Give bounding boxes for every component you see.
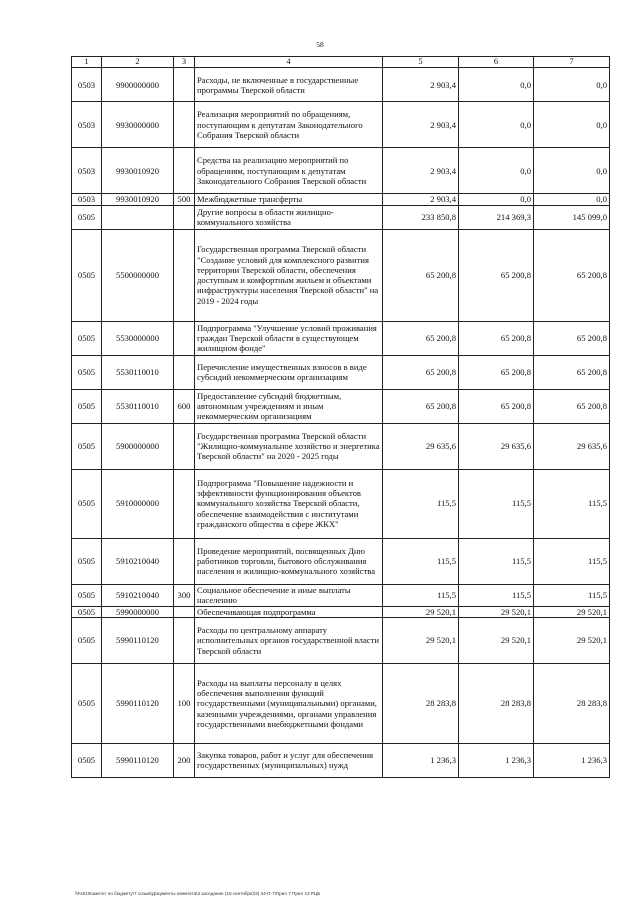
target-code-cell: 5530110010 [102,389,174,423]
table-row [72,469,610,538]
section-code-cell: 0505 [72,606,102,617]
table-row [72,355,610,389]
table-row [72,423,610,469]
header-cell-1: 1 [72,57,102,68]
amount-col6-cell: 65 200,8 [459,389,534,423]
amount-col5-cell: 28 283,8 [383,663,459,743]
item-name-cell: Расходы по центральному аппарату исполнительных органов государственной власти Тверской области [195,617,383,663]
amount-col6-cell: 115,5 [459,538,534,584]
amount-col6-cell: 0,0 [459,68,534,102]
amount-col7-cell: 29 635,6 [534,423,610,469]
expense-type-cell [174,229,195,321]
amount-col6-cell: 0,0 [459,102,534,148]
item-name-cell: Реализация мероприятий по обращениям, поступающим к депутатам Законодательного Собрания Тверской области [195,102,383,148]
amount-col5-cell: 2 903,4 [383,68,459,102]
item-name-cell: Государственная программа Тверской области "Жилищно-коммунальное хозяйство и энергетика Тверской области" на 2020 - 2025 годы [195,423,383,469]
amount-col6-cell: 65 200,8 [459,229,534,321]
expense-type-cell: 200 [174,743,195,777]
expense-type-cell [174,423,195,469]
item-name-cell: Межбюджетные трансферты [195,194,383,205]
expense-type-cell [174,102,195,148]
item-name-cell: Расходы, не включенные в государственные программы Тверской области [195,68,383,102]
amount-col5-cell: 115,5 [383,538,459,584]
amount-col6-cell: 65 200,8 [459,321,534,355]
amount-col5-cell: 2 903,4 [383,194,459,205]
amount-col7-cell: 115,5 [534,469,610,538]
target-code-cell: 9930010920 [102,194,174,205]
amount-col6-cell: 29 635,6 [459,423,534,469]
page-number: 58 [316,40,324,49]
amount-col5-cell: 115,5 [383,584,459,606]
amount-col7-cell: 65 200,8 [534,389,610,423]
item-name-cell: Закупка товаров, работ и услуг для обеспечения государственных (муниципальных) нужд [195,743,383,777]
expense-type-cell [174,355,195,389]
target-code-cell: 5530000000 [102,321,174,355]
amount-col7-cell: 28 283,8 [534,663,610,743]
header-cell-3: 3 [174,57,195,68]
expense-type-cell [174,68,195,102]
item-name-cell: Проведение мероприятий, посвященных Дню работников торговли, бытового обслуживания населения и жилищно-коммунального хозяйства [195,538,383,584]
target-code-cell: 5990110120 [102,663,174,743]
expense-type-cell [174,617,195,663]
target-code-cell [102,205,174,229]
header-cell-6: 6 [459,57,534,68]
amount-col6-cell: 65 200,8 [459,355,534,389]
expense-type-cell: 100 [174,663,195,743]
amount-col6-cell: 115,5 [459,584,534,606]
table-row [72,538,610,584]
section-code-cell: 0503 [72,68,102,102]
amount-col6-cell: 28 283,8 [459,663,534,743]
target-code-cell: 5990000000 [102,606,174,617]
amount-col5-cell: 29 520,1 [383,617,459,663]
amount-col5-cell: 115,5 [383,469,459,538]
amount-col7-cell: 65 200,8 [534,355,610,389]
amount-col6-cell: 0,0 [459,148,534,194]
expense-type-cell [174,606,195,617]
amount-col6-cell: 115,5 [459,469,534,538]
expense-type-cell [174,205,195,229]
amount-col7-cell: 65 200,8 [534,229,610,321]
target-code-cell: 9900000000 [102,68,174,102]
item-name-cell: Подпрограмма "Повышение надежности и эффективности функционирования объектов коммунального хозяйства Тверской области, обеспечение взаимодействия с институтами гражданского общества в сфере ЖКХ" [195,469,383,538]
amount-col5-cell: 29 520,1 [383,606,459,617]
table-row [72,606,610,617]
amount-col7-cell: 1 236,3 [534,743,610,777]
item-name-cell: Средства на реализацию мероприятий по обращениям, поступающим к депутатам Законодательного Собрания Тверской области [195,148,383,194]
amount-col5-cell: 2 903,4 [383,148,459,194]
expense-type-cell [174,538,195,584]
target-code-cell: 9930010920 [102,148,174,194]
amount-col7-cell: 65 200,8 [534,321,610,355]
section-code-cell: 0505 [72,538,102,584]
table-row [72,205,610,229]
amount-col7-cell: 29 520,1 [534,606,610,617]
header-cell-2: 2 [102,57,174,68]
amount-col7-cell: 29 520,1 [534,617,610,663]
amount-col7-cell: 0,0 [534,148,610,194]
target-code-cell: 9930000000 [102,102,174,148]
file-path-footer: \\Fs01\Комитет по бюджету\7 созыв\Документы комитета\3 заседание (18 сентября)\3) 44-П-7\Прил 7 Прил 13 РЦБ [75,891,321,896]
table-row [72,229,610,321]
target-code-cell: 5910000000 [102,469,174,538]
section-code-cell: 0505 [72,321,102,355]
section-code-cell: 0505 [72,389,102,423]
expense-type-cell: 600 [174,389,195,423]
amount-col5-cell: 2 903,4 [383,102,459,148]
amount-col5-cell: 29 635,6 [383,423,459,469]
item-name-cell: Другие вопросы в области жилищно-коммунального хозяйства [195,205,383,229]
amount-col7-cell: 0,0 [534,102,610,148]
item-name-cell: Перечисление имущественных взносов в виде субсидий некоммерческим организациям [195,355,383,389]
table-row [72,68,610,102]
table-row [72,321,610,355]
section-code-cell: 0505 [72,743,102,777]
section-code-cell: 0505 [72,423,102,469]
target-code-cell: 5910210040 [102,538,174,584]
amount-col6-cell: 29 520,1 [459,617,534,663]
section-code-cell: 0503 [72,194,102,205]
item-name-cell: Государственная программа Тверской области "Создание условий для комплексного развития территории Тверской области, обеспечения доступным и комфортным жильем и объектами инфраструктуры населения Тверской области" на 2019 - 2024 годы [195,229,383,321]
table-row [72,194,610,205]
section-code-cell: 0505 [72,617,102,663]
table-row [72,663,610,743]
target-code-cell: 5500000000 [102,229,174,321]
amount-col6-cell: 1 236,3 [459,743,534,777]
amount-col5-cell: 233 850,8 [383,205,459,229]
target-code-cell: 5990110120 [102,743,174,777]
target-code-cell: 5530110010 [102,355,174,389]
section-code-cell: 0505 [72,355,102,389]
amount-col7-cell: 0,0 [534,194,610,205]
amount-col5-cell: 65 200,8 [383,389,459,423]
amount-col5-cell: 65 200,8 [383,355,459,389]
header-cell-7: 7 [534,57,610,68]
expense-type-cell: 500 [174,194,195,205]
item-name-cell: Обеспечивающая подпрограмма [195,606,383,617]
amount-col6-cell: 214 369,3 [459,205,534,229]
amount-col6-cell: 29 520,1 [459,606,534,617]
section-code-cell: 0505 [72,469,102,538]
section-code-cell: 0503 [72,148,102,194]
item-name-cell: Социальное обеспечение и иные выплаты населению [195,584,383,606]
target-code-cell: 5900000000 [102,423,174,469]
table-row [72,617,610,663]
header-cell-4: 4 [195,57,383,68]
expense-type-cell [174,469,195,538]
item-name-cell: Расходы на выплаты персоналу в целях обеспечения выполнения функций государственными (муниципальными) органами, казенными учреждениями, органами управления государственными внебюджетными фондами [195,663,383,743]
section-code-cell: 0505 [72,584,102,606]
amount-col5-cell: 65 200,8 [383,321,459,355]
section-code-cell: 0505 [72,229,102,321]
table-row [72,743,610,777]
expense-type-cell: 300 [174,584,195,606]
table-row [72,102,610,148]
table-row [72,148,610,194]
header-row [72,57,610,68]
item-name-cell: Предоставление субсидий бюджетным, автономным учреждениям и иным некоммерческим организациям [195,389,383,423]
amount-col5-cell: 65 200,8 [383,229,459,321]
table-row [72,389,610,423]
target-code-cell: 5990110120 [102,617,174,663]
amount-col7-cell: 145 099,0 [534,205,610,229]
amount-col5-cell: 1 236,3 [383,743,459,777]
amount-col7-cell: 0,0 [534,68,610,102]
table-row [72,584,610,606]
expense-type-cell [174,148,195,194]
section-code-cell: 0505 [72,205,102,229]
amount-col7-cell: 115,5 [534,584,610,606]
section-code-cell: 0505 [72,663,102,743]
item-name-cell: Подпрограмма "Улучшение условий проживания граждан Тверской области в существующем жилищном фонде" [195,321,383,355]
amount-col7-cell: 115,5 [534,538,610,584]
header-cell-5: 5 [383,57,459,68]
section-code-cell: 0503 [72,102,102,148]
target-code-cell: 5910210040 [102,584,174,606]
amount-col6-cell: 0,0 [459,194,534,205]
expense-type-cell [174,321,195,355]
budget-table [71,56,610,778]
